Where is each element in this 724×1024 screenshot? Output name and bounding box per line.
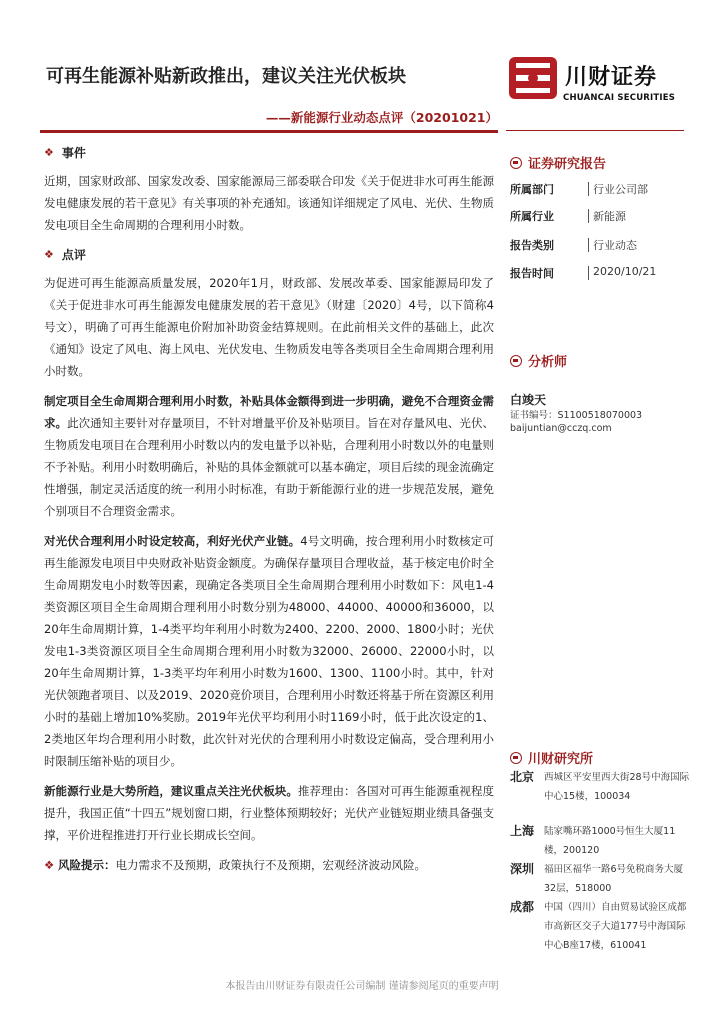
research-heading: 川财研究所: [510, 748, 593, 767]
comment-paragraph-1: 为促进可再生能源高质量发展，2020年1月，财政部、发展改革委、国家能源局印发了《关于促进非水可再生能源发电健康发展的若干意见》（财建〔2020〕4号，以下简称4号文），明确了可再生能源电价附加补助资金结算规则。在此前相关文件的基础上，此次《通知》设定了风电、海上风电、光伏发电、生物质发电等各类项目全生命周期合理利用小时数。: [44, 276, 494, 378]
comment-heading: ❖ 点评: [44, 244, 494, 266]
info-row: 报告类别 行业动态: [510, 239, 637, 252]
info-row: 所属部门 行业公司部: [510, 183, 648, 196]
comment-paragraph-2: 制定项目全生命周期合理利用小时数，补贴具体金额得到进一步明确，避免不合理资金需求。此次通知主要针对存量项目，不针对增量平价及补贴项目。旨在对存量风电、光伏、生物质发电项目在合理利用小时数以内的发电量予以补贴，合理利用小时数以外的电量则不予补贴。利用小时数明确后，补贴的具体金额就可以基本确定，项目后续的现金流确定性增强，制定灵活适度的统一利用小时标准，有助于新能源行业的进一步规范发展，避免个别项目不合理资金需求。: [44, 394, 495, 518]
company-name: 川财证券: [565, 65, 658, 90]
company-logo-icon: [508, 56, 558, 100]
info-row: 报告时间 2020/10/21: [510, 265, 657, 280]
office-shenzhen: 深圳 福田区福华一路6号免税商务大厦32层，518000: [510, 862, 684, 894]
event-paragraph: 近期，国家财政部、国家发改委、国家能源局三部委联合印发《关于促进非水可再生能源发电健康发展的若干意见》有关事项的补充通知。该通知详细规定了风电、光伏、生物质发电项目全生命周期的合理利用小时数。: [44, 174, 494, 232]
page-title: 可再生能源补贴新政推出，建议关注光伏板块: [46, 66, 406, 87]
office-beijing: 北京 西城区平安里西大街28号中海国际中心15楼，100034: [510, 770, 690, 802]
analyst-name: 白竣天: [510, 393, 547, 407]
header-divider: [40, 130, 498, 133]
diamond-bullet-icon: ❖: [44, 248, 54, 261]
risk-warning: ❖ 风险提示：电力需求不及预期，政策执行不及预期，宏观经济波动风险。: [44, 858, 426, 872]
section-icon: [510, 355, 522, 367]
comment-paragraph-3: 对光伏合理利用小时设定较高，利好光伏产业链。4号文明确，按合理利用小时数核定可再生能源发电项目中央财政补贴资金额度。为确保存量项目合理收益，基于核定电价时全生命周期发电小时数等因素，现确定各类项目全生命周期合理利用小时数如下：风电1-4类资源区项目全生命周期合理利用小时数分别为48000、44000、40000和36000，以20年生命周期计算，1-4类平均年利用小时数为2400、2200、2000、1800小时；光伏发电1-3类资源区项目全生命周期合理利用小时数为32000、26000、22000小时，以20年生命周期计算，1-3类平均年利用小时数为1600、1300、1100小时。其中，针对光伏领跑者项目、以及2019、2020竞价项目，合理利用小时数还将基于所在资源区利用小时的基础上增加10%奖励。2019年光伏平均利用小时1169小时，低于此次设定的1、2类地区年均合理利用小时数，此次针对光伏的合理利用小时数设定偏高，受合理利用小时限制压缩补贴的项目少。: [44, 534, 494, 768]
info-row: 所属行业 新能源: [510, 210, 626, 223]
comment-paragraph-4: 新能源行业是大势所趋，建议重点关注光伏板块。推荐理由：各国对可再生能源重视程度提升，我国正值“十四五”规划窗口期，行业整体预期较好；光伏产业链短期业绩具备强支撑，平价进程推进打开行业长期成长空间。: [44, 784, 495, 842]
analyst-heading: 分析师: [510, 351, 567, 370]
sidebar-divider: [506, 130, 684, 131]
section-icon: [510, 752, 522, 764]
event-heading: ❖ 事件: [44, 142, 494, 164]
page-footer: 本报告由川财证券有限责任公司编制 谨请参阅尾页的重要声明: [225, 981, 499, 992]
office-chengdu: 成都 中国（四川）自由贸易试验区成都市高新区交子大道177号中海国际中心B座17楼，610041: [510, 900, 687, 951]
company-name-en: CHUANCAI SECURITIES: [563, 93, 676, 103]
page-subtitle: ——新能源行业动态点评（20201021）: [265, 110, 498, 125]
analyst-cert: 证书编号：S1100518070003: [510, 410, 643, 421]
diamond-bullet-icon: ❖: [44, 146, 54, 159]
analyst-email[interactable]: baijuntian@cczq.com: [510, 423, 612, 434]
diamond-bullet-icon: ❖: [44, 858, 55, 872]
main-content: [44, 138, 494, 884]
section-icon: [510, 157, 522, 169]
office-shanghai: 上海 陆家嘴环路1000号恒生大厦11楼，200120: [510, 824, 676, 856]
report-heading: 证券研究报告: [510, 153, 606, 172]
